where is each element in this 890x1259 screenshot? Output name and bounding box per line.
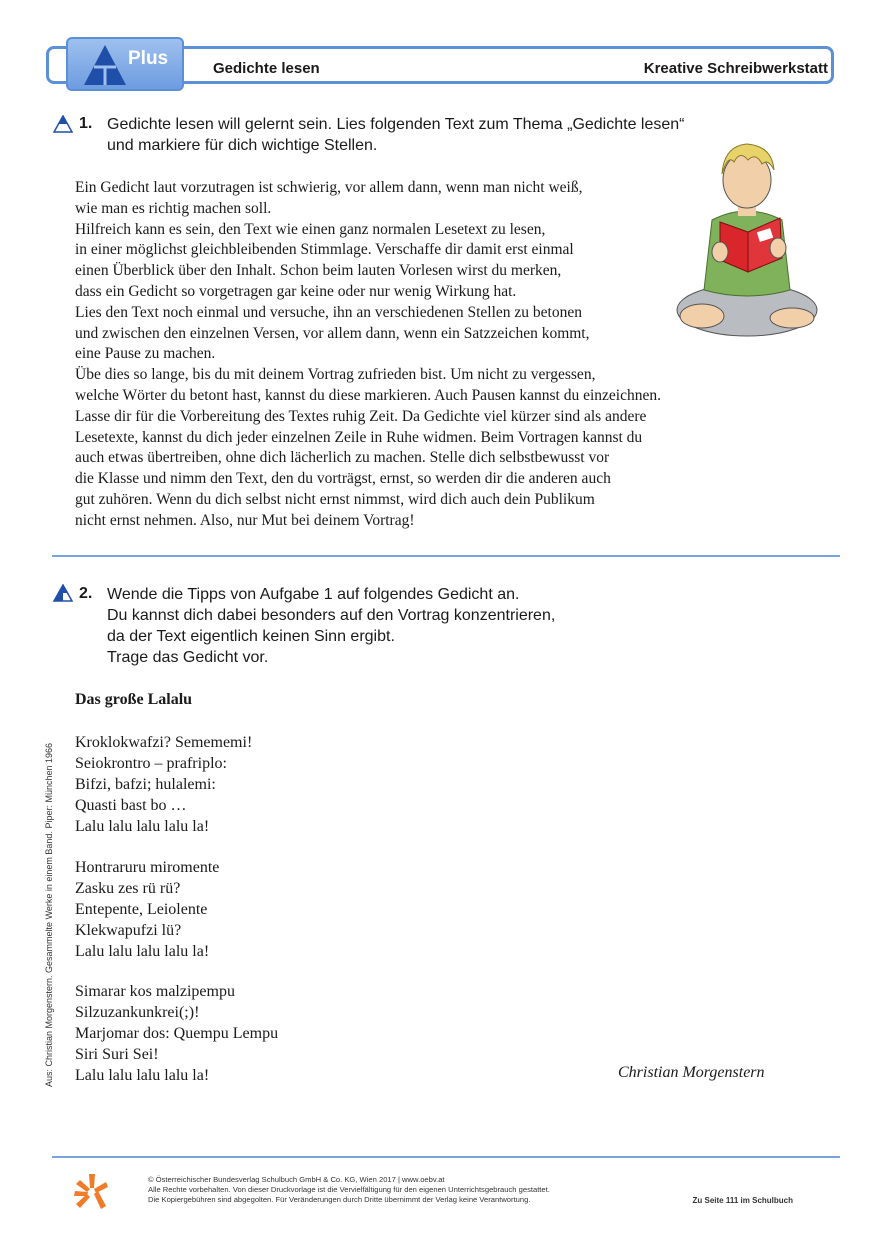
text-line: Lies den Text noch einmal und versuche, ihn an verschiedenen Stellen zu betonen [75, 303, 582, 321]
text-line: Lesetexte, kannst du dich jeder einzelnen Zeile in Ruhe widmen. Beim Vortragen kannst du [75, 428, 643, 446]
task-1-text [75, 178, 661, 532]
plus-badge [66, 37, 184, 91]
task-2-number: 2. [79, 585, 93, 602]
poem-line: Lalu lalu lalu lalu la! [75, 943, 210, 960]
text-line: Lasse dir für die Vorbereitung des Textes ruhig Zeit. Da Gedichte viel kürzer sind als andere [75, 407, 647, 425]
text-line: einen Überblick über den Inhalt. Schon beim lauten Vorlesen wirst du merken, [75, 262, 562, 280]
text-line: nicht ernst nehmen. Also, nur Mut bei deinem Vortrag! [75, 511, 415, 529]
section-divider [52, 555, 840, 557]
publisher-logo [72, 1172, 110, 1212]
footer-line: Alle Rechte vorbehalten. Von dieser Druckvorlage ist die Vervielfältigung für den eigenen Unterrichtsgebrauch gestattet. [148, 1185, 550, 1194]
instruction-line: Trage das Gedicht vor. [107, 649, 269, 666]
poem-line: Hontraruru miromente [75, 859, 220, 876]
text-line: auch etwas übertreiben, ohne dich lächerlich zu machen. Stelle dich selbstbewusst vor [75, 449, 610, 467]
footer-divider [52, 1156, 840, 1158]
task-1-instruction [107, 114, 685, 156]
text-line: dass ein Gedicht so vorgetragen gar keine oder nur wenig Wirkung hat. [75, 282, 517, 300]
poem-title: Das große Lalalu [75, 691, 193, 708]
footer-line: Die Kopiergebühren sind abgegolten. Für Veränderungen durch Dritte übernimmt der Verlag keine Verantwortung. [148, 1195, 531, 1204]
instruction-line: Gedichte lesen will gelernt sein. Lies folgenden Text zum Thema „Gedichte lesen“ [107, 116, 685, 133]
page-reference: Zu Seite 111 im Schulbuch [692, 1196, 793, 1205]
page-title: Gedichte lesen [213, 60, 320, 77]
plus-label: Plus [128, 48, 169, 69]
text-line: wie man es richtig machen soll. [75, 199, 272, 217]
footer-line: © Österreichischer Bundesverlag Schulbuch GmbH & Co. KG, Wien 2017 | www.oebv.at [148, 1175, 445, 1184]
section-title: Kreative Schreibwerkstatt [643, 60, 828, 77]
poem-line: Simarar kos malzipempu [75, 983, 235, 1000]
text-line: die Klasse und nimm den Text, den du vorträgst, ernst, so werden dir die anderen auch [75, 470, 611, 488]
poem-line: Marjomar dos: Quempu Lempu [75, 1025, 279, 1042]
task-level-icon [53, 584, 73, 602]
poem-line: Bifzi, bafzi; hulalemi: [75, 776, 216, 793]
poem-stanza [75, 857, 219, 962]
text-line: und zwischen den einzelnen Versen, vor allem dann, wenn ein Satzzeichen kommt, [75, 324, 590, 342]
task-level-icon [53, 115, 73, 133]
pyramid-icon [82, 43, 128, 87]
poem-line: Lalu lalu lalu lalu la! [75, 818, 210, 835]
poem-author: Christian Morgenstern [618, 1064, 765, 1081]
text-line: Hilfreich kann es sein, den Text wie einen ganz normalen Lesetext zu lesen, [75, 220, 546, 238]
footer-copyright [148, 1175, 550, 1205]
text-line: gut zuhören. Wenn du dich selbst nicht ernst nimmst, wird dich auch dein Publikum [75, 490, 595, 508]
poem-line: Quasti bast bo … [75, 797, 187, 814]
poem-line: Lalu lalu lalu lalu la! [75, 1067, 210, 1084]
poem-stanza [75, 732, 252, 837]
instruction-line: da der Text eigentlich keinen Sinn ergibt. [107, 628, 395, 645]
source-note: Aus: Christian Morgenstern. Gesammelte Werke in einem Band. Piper: München 1966 [44, 743, 54, 1087]
text-line: welche Wörter du betont hast, kannst du diese markieren. Auch Pausen kannst du einzeichnen. [75, 386, 661, 404]
poem-line: Klekwapufzi lü? [75, 922, 182, 939]
poem-line: Silzuzankunkrei(;)! [75, 1004, 200, 1021]
poem-line: Zasku zes rü rü? [75, 880, 181, 897]
poem-stanza [75, 981, 278, 1086]
text-line: Übe dies so lange, bis du mit deinem Vortrag zufrieden bist. Um nicht zu vergessen, [75, 366, 596, 384]
reading-boy-illustration [672, 140, 822, 350]
poem-line: Kroklokwafzi? Semememi! [75, 734, 253, 751]
instruction-line: Wende die Tipps von Aufgabe 1 auf folgendes Gedicht an. [107, 586, 520, 603]
poem-line: Siri Suri Sei! [75, 1046, 159, 1063]
text-line: eine Pause zu machen. [75, 345, 216, 363]
text-line: Ein Gedicht laut vorzutragen ist schwierig, vor allem dann, wenn man nicht weiß, [75, 179, 583, 196]
poem-line: Seiokrontro – prafriplo: [75, 755, 227, 772]
task-1-number: 1. [79, 115, 93, 132]
instruction-line: und markiere für dich wichtige Stellen. [107, 137, 378, 154]
instruction-line: Du kannst dich dabei besonders auf den Vortrag konzentrieren, [107, 607, 556, 624]
task-2-instruction [107, 584, 555, 668]
poem-line: Entepente, Leiolente [75, 901, 208, 918]
text-line: in einer möglichst gleichbleibenden Stimmlage. Verschaffe dir damit erst einmal [75, 241, 574, 259]
